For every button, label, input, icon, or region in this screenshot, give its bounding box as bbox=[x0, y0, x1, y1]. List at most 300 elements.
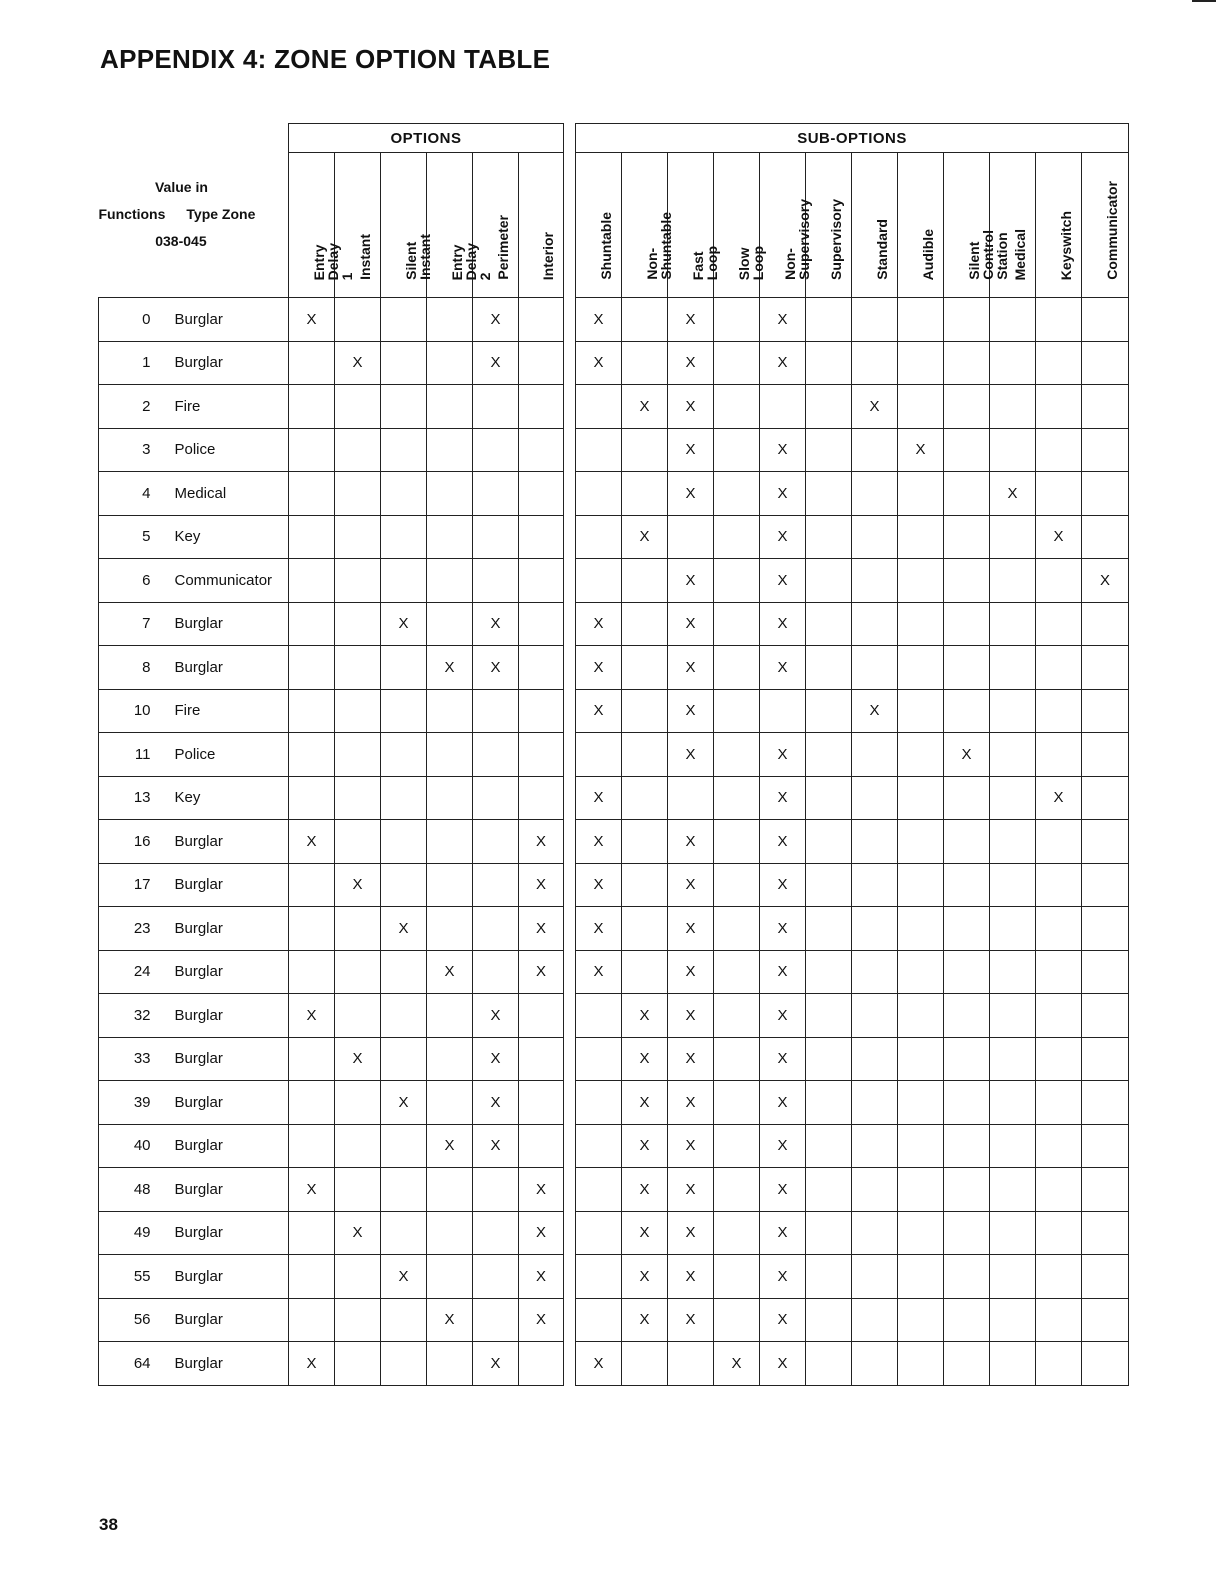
suboption-cell bbox=[714, 646, 760, 690]
suboption-cell bbox=[944, 1211, 990, 1255]
suboption-cell bbox=[622, 863, 668, 907]
option-cell bbox=[427, 472, 473, 516]
suboption-cell: X bbox=[990, 472, 1036, 516]
suboption-cell bbox=[944, 994, 990, 1038]
option-cell bbox=[427, 559, 473, 603]
suboption-cell bbox=[1082, 1255, 1129, 1299]
suboption-cell bbox=[806, 1211, 852, 1255]
suboption-cell bbox=[990, 602, 1036, 646]
zone-type: Burglar bbox=[159, 341, 289, 385]
zone-type: Burglar bbox=[159, 950, 289, 994]
page-title: APPENDIX 4: ZONE OPTION TABLE bbox=[100, 44, 551, 74]
option-cell bbox=[335, 1342, 381, 1386]
suboption-cell bbox=[1082, 820, 1129, 864]
option-cell bbox=[427, 689, 473, 733]
suboption-cell bbox=[990, 1037, 1036, 1081]
suboption-cell bbox=[1036, 472, 1082, 516]
suboption-cell bbox=[944, 689, 990, 733]
suboption-cell: X bbox=[668, 602, 714, 646]
suboption-cell bbox=[990, 559, 1036, 603]
table-row bbox=[99, 298, 1129, 342]
suboption-cell bbox=[1082, 1081, 1129, 1125]
option-cell: X bbox=[427, 1298, 473, 1342]
option-cell bbox=[519, 776, 564, 820]
suboption-cell bbox=[852, 733, 898, 777]
option-cell bbox=[289, 385, 335, 429]
table-row bbox=[99, 385, 1129, 429]
option-cell bbox=[381, 950, 427, 994]
suboption-cell bbox=[806, 1298, 852, 1342]
suboption-cell bbox=[944, 776, 990, 820]
suboption-cell bbox=[1082, 472, 1129, 516]
suboption-cell bbox=[714, 1037, 760, 1081]
suboption-cell bbox=[1036, 341, 1082, 385]
suboption-cell: X bbox=[622, 1168, 668, 1212]
zone-type: Burglar bbox=[159, 646, 289, 690]
suboption-cell bbox=[1036, 950, 1082, 994]
suboption-cell bbox=[944, 907, 990, 951]
zone-type: Burglar bbox=[159, 820, 289, 864]
option-cell: X bbox=[381, 602, 427, 646]
suboption-cell bbox=[1036, 428, 1082, 472]
suboption-cell bbox=[714, 950, 760, 994]
table-row bbox=[99, 602, 1129, 646]
option-cell bbox=[519, 298, 564, 342]
suboption-cell: X bbox=[898, 428, 944, 472]
table-row bbox=[99, 994, 1129, 1038]
suboption-cell: X bbox=[760, 1342, 806, 1386]
option-cell bbox=[381, 341, 427, 385]
suboption-cell: X bbox=[622, 1211, 668, 1255]
suboption-cell: X bbox=[852, 689, 898, 733]
suboption-cell bbox=[990, 907, 1036, 951]
option-cell: X bbox=[473, 994, 519, 1038]
zone-value: 32 bbox=[99, 994, 159, 1038]
zone-value: 39 bbox=[99, 1081, 159, 1125]
option-cell bbox=[289, 1255, 335, 1299]
option-cell bbox=[289, 863, 335, 907]
suboption-cell: X bbox=[668, 1168, 714, 1212]
suboption-cell bbox=[714, 1081, 760, 1125]
table-row bbox=[99, 1342, 1129, 1386]
suboption-cell bbox=[714, 298, 760, 342]
zone-type: Burglar bbox=[159, 1037, 289, 1081]
option-cell bbox=[381, 646, 427, 690]
suboption-cell bbox=[622, 298, 668, 342]
suboption-cell: X bbox=[760, 472, 806, 516]
suboption-cell bbox=[714, 689, 760, 733]
suboption-cell bbox=[990, 689, 1036, 733]
option-cell bbox=[335, 602, 381, 646]
suboption-cell bbox=[714, 1211, 760, 1255]
suboption-cell bbox=[944, 820, 990, 864]
suboption-cell bbox=[576, 385, 622, 429]
zone-value: 1 bbox=[99, 341, 159, 385]
suboption-cell: X bbox=[1036, 515, 1082, 559]
suboption-column-header bbox=[944, 153, 1010, 298]
option-cell bbox=[289, 341, 335, 385]
option-column-header-label: Interior bbox=[540, 231, 556, 280]
suboption-cell: X bbox=[668, 820, 714, 864]
option-cell bbox=[427, 820, 473, 864]
suboption-column-header bbox=[990, 153, 1036, 298]
suboptions-group-header: SUB-OPTIONS bbox=[576, 124, 1129, 153]
suboption-cell: X bbox=[1082, 559, 1129, 603]
option-column-header-label: Entry Delay 2 bbox=[448, 242, 493, 280]
option-cell bbox=[335, 298, 381, 342]
suboption-cell bbox=[990, 1124, 1036, 1168]
suboption-cell bbox=[714, 341, 760, 385]
suboption-column-header bbox=[714, 153, 766, 298]
suboption-cell bbox=[944, 385, 990, 429]
suboption-cell bbox=[1036, 1298, 1082, 1342]
option-cell: X bbox=[473, 602, 519, 646]
suboption-cell bbox=[1082, 515, 1129, 559]
suboption-cell bbox=[576, 994, 622, 1038]
suboption-cell bbox=[852, 1211, 898, 1255]
suboption-cell: X bbox=[622, 1037, 668, 1081]
suboption-cell bbox=[990, 341, 1036, 385]
option-cell: X bbox=[473, 298, 519, 342]
suboption-cell bbox=[1036, 689, 1082, 733]
option-cell bbox=[289, 689, 335, 733]
suboption-cell bbox=[990, 1255, 1036, 1299]
suboption-cell bbox=[852, 1255, 898, 1299]
option-cell bbox=[335, 472, 381, 516]
zone-type: Key bbox=[159, 776, 289, 820]
suboption-cell bbox=[622, 776, 668, 820]
zone-value: 24 bbox=[99, 950, 159, 994]
suboption-cell bbox=[944, 950, 990, 994]
table-row bbox=[99, 1037, 1129, 1081]
suboption-cell bbox=[990, 863, 1036, 907]
option-cell bbox=[289, 950, 335, 994]
suboption-cell bbox=[852, 602, 898, 646]
suboption-cell: X bbox=[622, 1081, 668, 1125]
suboption-cell: X bbox=[760, 1168, 806, 1212]
zone-type: Police bbox=[159, 733, 289, 777]
suboption-cell bbox=[806, 1081, 852, 1125]
suboption-cell bbox=[1036, 602, 1082, 646]
option-cell bbox=[335, 820, 381, 864]
option-cell: X bbox=[427, 1124, 473, 1168]
option-cell: X bbox=[473, 1124, 519, 1168]
option-cell bbox=[335, 515, 381, 559]
suboption-column-header bbox=[852, 153, 898, 298]
suboption-cell: X bbox=[668, 950, 714, 994]
suboption-cell bbox=[1036, 907, 1082, 951]
suboption-cell: X bbox=[668, 385, 714, 429]
suboption-cell bbox=[714, 1298, 760, 1342]
suboption-cell bbox=[852, 646, 898, 690]
zone-type: Burglar bbox=[159, 1168, 289, 1212]
table-row bbox=[99, 863, 1129, 907]
suboption-cell bbox=[898, 515, 944, 559]
suboption-cell bbox=[576, 1298, 622, 1342]
suboption-cell bbox=[714, 776, 760, 820]
suboption-cell bbox=[898, 472, 944, 516]
suboption-cell bbox=[806, 820, 852, 864]
suboption-cell bbox=[714, 602, 760, 646]
suboption-column-header-label: Non-Supervisory bbox=[781, 199, 812, 280]
suboption-cell: X bbox=[760, 1081, 806, 1125]
suboption-cell: X bbox=[576, 341, 622, 385]
zone-type: Communicator bbox=[159, 559, 289, 603]
option-cell bbox=[289, 776, 335, 820]
suboption-cell bbox=[852, 863, 898, 907]
suboption-cell bbox=[714, 385, 760, 429]
suboption-cell bbox=[898, 689, 944, 733]
suboption-cell bbox=[1036, 1037, 1082, 1081]
option-column-header bbox=[519, 153, 564, 298]
option-cell: X bbox=[473, 1037, 519, 1081]
suboption-column-header bbox=[668, 153, 720, 298]
option-cell bbox=[427, 994, 473, 1038]
option-cell bbox=[427, 1342, 473, 1386]
suboption-cell bbox=[806, 1168, 852, 1212]
suboption-cell bbox=[1082, 428, 1129, 472]
suboption-cell bbox=[622, 646, 668, 690]
option-cell bbox=[381, 559, 427, 603]
suboption-cell bbox=[990, 1081, 1036, 1125]
suboption-cell bbox=[806, 1255, 852, 1299]
suboption-column-header-label: Keyswitch bbox=[1057, 210, 1074, 280]
suboption-cell bbox=[944, 1081, 990, 1125]
suboption-column-header-label: Medical bbox=[1011, 228, 1028, 280]
suboption-cell bbox=[622, 689, 668, 733]
suboption-cell bbox=[898, 733, 944, 777]
option-cell bbox=[381, 298, 427, 342]
suboption-cell bbox=[1082, 950, 1129, 994]
suboption-cell bbox=[944, 472, 990, 516]
suboption-cell bbox=[1036, 646, 1082, 690]
zone-type: Burglar bbox=[159, 907, 289, 951]
suboption-cell bbox=[990, 1342, 1036, 1386]
suboption-cell: X bbox=[760, 602, 806, 646]
suboption-cell bbox=[898, 646, 944, 690]
suboption-cell bbox=[1036, 1081, 1082, 1125]
zone-value: 10 bbox=[99, 689, 159, 733]
suboption-cell bbox=[990, 733, 1036, 777]
option-cell bbox=[427, 1211, 473, 1255]
option-cell: X bbox=[289, 298, 335, 342]
suboption-cell: X bbox=[576, 602, 622, 646]
suboption-cell bbox=[1082, 602, 1129, 646]
suboption-cell bbox=[714, 820, 760, 864]
page-number: 38 bbox=[99, 1515, 118, 1534]
suboption-cell: X bbox=[760, 776, 806, 820]
suboption-cell bbox=[714, 1168, 760, 1212]
suboption-column-header-label: Standard bbox=[873, 219, 890, 280]
suboption-cell bbox=[668, 1342, 714, 1386]
option-cell bbox=[519, 472, 564, 516]
suboption-cell bbox=[806, 863, 852, 907]
suboption-cell bbox=[898, 1037, 944, 1081]
suboption-cell bbox=[760, 385, 806, 429]
suboption-cell bbox=[898, 341, 944, 385]
zone-value: 16 bbox=[99, 820, 159, 864]
table-row bbox=[99, 1255, 1129, 1299]
suboption-cell bbox=[1036, 298, 1082, 342]
suboption-cell bbox=[944, 1037, 990, 1081]
suboption-cell: X bbox=[760, 733, 806, 777]
zone-value: 4 bbox=[99, 472, 159, 516]
zone-type: Burglar bbox=[159, 1255, 289, 1299]
table-row bbox=[99, 820, 1129, 864]
option-cell bbox=[473, 907, 519, 951]
suboption-cell bbox=[806, 602, 852, 646]
suboption-cell: X bbox=[668, 1211, 714, 1255]
suboption-cell bbox=[852, 820, 898, 864]
suboption-cell bbox=[622, 602, 668, 646]
suboption-cell bbox=[990, 994, 1036, 1038]
zone-value: 33 bbox=[99, 1037, 159, 1081]
suboption-column-header-label: Non-Shuntable bbox=[643, 212, 674, 280]
suboption-cell: X bbox=[668, 472, 714, 516]
zone-value: 5 bbox=[99, 515, 159, 559]
suboption-cell bbox=[1082, 1211, 1129, 1255]
suboption-cell bbox=[944, 428, 990, 472]
option-cell bbox=[289, 1124, 335, 1168]
option-cell bbox=[335, 1081, 381, 1125]
zone-value: 13 bbox=[99, 776, 159, 820]
suboption-cell bbox=[898, 950, 944, 994]
suboption-cell bbox=[668, 776, 714, 820]
zone-value: 2 bbox=[99, 385, 159, 429]
suboption-cell: X bbox=[760, 994, 806, 1038]
suboption-cell bbox=[852, 1081, 898, 1125]
function-range-label: 038-045 bbox=[155, 232, 207, 249]
option-cell bbox=[427, 1168, 473, 1212]
zone-value: 11 bbox=[99, 733, 159, 777]
option-column-header-label: Perimeter bbox=[494, 215, 511, 280]
suboption-cell bbox=[714, 994, 760, 1038]
suboption-cell bbox=[852, 428, 898, 472]
suboption-cell bbox=[576, 515, 622, 559]
option-cell bbox=[473, 1255, 519, 1299]
option-cell bbox=[335, 646, 381, 690]
suboption-cell bbox=[1082, 1342, 1129, 1386]
suboption-cell bbox=[576, 559, 622, 603]
option-cell: X bbox=[381, 907, 427, 951]
option-cell bbox=[519, 428, 564, 472]
suboption-cell bbox=[806, 950, 852, 994]
suboption-cell: X bbox=[760, 1211, 806, 1255]
suboption-cell bbox=[576, 1124, 622, 1168]
suboption-cell bbox=[806, 1124, 852, 1168]
option-cell bbox=[473, 733, 519, 777]
suboption-cell: X bbox=[944, 733, 990, 777]
option-cell bbox=[335, 559, 381, 603]
suboption-cell bbox=[806, 385, 852, 429]
suboption-column-header-label: Shuntable bbox=[597, 212, 614, 280]
option-cell bbox=[381, 820, 427, 864]
option-cell bbox=[427, 1037, 473, 1081]
option-cell bbox=[381, 1342, 427, 1386]
suboption-cell bbox=[714, 472, 760, 516]
option-cell: X bbox=[289, 994, 335, 1038]
suboption-cell bbox=[944, 602, 990, 646]
suboption-cell: X bbox=[1036, 776, 1082, 820]
option-cell: X bbox=[335, 863, 381, 907]
suboption-cell bbox=[1036, 1124, 1082, 1168]
suboption-cell bbox=[714, 428, 760, 472]
option-cell bbox=[289, 1298, 335, 1342]
suboption-cell bbox=[622, 341, 668, 385]
suboption-cell bbox=[944, 1124, 990, 1168]
table-row bbox=[99, 559, 1129, 603]
suboption-cell: X bbox=[760, 863, 806, 907]
option-cell bbox=[381, 1298, 427, 1342]
zone-type: Burglar bbox=[159, 994, 289, 1038]
suboption-cell: X bbox=[760, 341, 806, 385]
option-cell bbox=[381, 863, 427, 907]
table-row bbox=[99, 1298, 1129, 1342]
suboption-cell bbox=[990, 385, 1036, 429]
option-cell bbox=[289, 1037, 335, 1081]
option-cell bbox=[427, 341, 473, 385]
zone-type: Burglar bbox=[159, 1342, 289, 1386]
option-cell bbox=[519, 733, 564, 777]
suboption-cell bbox=[806, 472, 852, 516]
option-cell bbox=[381, 994, 427, 1038]
suboption-cell bbox=[806, 298, 852, 342]
suboption-cell bbox=[898, 1255, 944, 1299]
zone-value: 6 bbox=[99, 559, 159, 603]
suboption-cell: X bbox=[760, 515, 806, 559]
option-cell: X bbox=[427, 950, 473, 994]
suboption-cell: X bbox=[622, 1124, 668, 1168]
option-cell bbox=[381, 733, 427, 777]
zone-value: 3 bbox=[99, 428, 159, 472]
suboption-cell bbox=[1036, 559, 1082, 603]
option-cell bbox=[335, 1168, 381, 1212]
option-cell bbox=[381, 1037, 427, 1081]
zone-type: Burglar bbox=[159, 602, 289, 646]
zone-value: 48 bbox=[99, 1168, 159, 1212]
suboption-cell: X bbox=[714, 1342, 760, 1386]
option-cell bbox=[519, 689, 564, 733]
option-cell bbox=[381, 1211, 427, 1255]
option-cell bbox=[473, 776, 519, 820]
suboption-cell bbox=[990, 646, 1036, 690]
suboption-cell bbox=[1082, 298, 1129, 342]
suboption-cell: X bbox=[760, 428, 806, 472]
suboption-cell: X bbox=[760, 1037, 806, 1081]
suboption-cell bbox=[714, 559, 760, 603]
option-cell bbox=[427, 428, 473, 472]
zone-value: 23 bbox=[99, 907, 159, 951]
option-column-header-label: Instant bbox=[356, 234, 373, 280]
zone-value: 49 bbox=[99, 1211, 159, 1255]
suboption-column-header bbox=[1082, 153, 1129, 298]
suboption-cell bbox=[714, 907, 760, 951]
suboption-cell bbox=[944, 1255, 990, 1299]
suboption-column-header bbox=[898, 153, 944, 298]
suboption-cell: X bbox=[760, 646, 806, 690]
option-cell bbox=[427, 1255, 473, 1299]
suboption-cell bbox=[622, 428, 668, 472]
option-cell: X bbox=[519, 1255, 564, 1299]
option-cell: X bbox=[335, 341, 381, 385]
option-column-header-label: Silent Instant bbox=[402, 234, 433, 280]
zone-type: Police bbox=[159, 428, 289, 472]
option-cell: X bbox=[381, 1255, 427, 1299]
suboption-cell bbox=[898, 776, 944, 820]
suboption-cell: X bbox=[760, 1124, 806, 1168]
zone-type: Burglar bbox=[159, 1081, 289, 1125]
suboption-cell: X bbox=[576, 776, 622, 820]
